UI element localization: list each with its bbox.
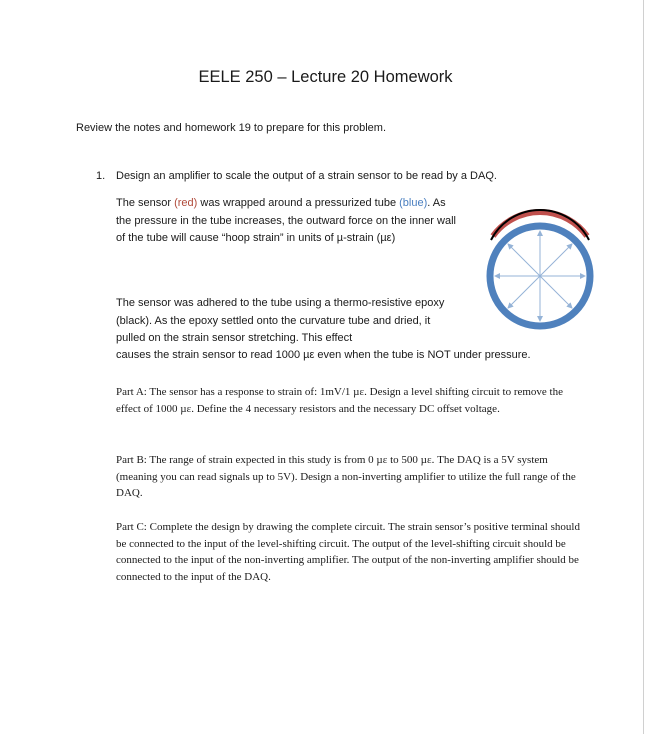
question-text: Design an amplifier to scale the output of a strain sensor to be read by a DAQ. — [116, 170, 497, 182]
part-a-text: Part A: The sensor has a response to strain of: 1mV/1 µε. Design a level shifting circuit to remove the effect of 1000 µε. Define the 4 necessary resistors and the necessary DC offset voltage. — [116, 386, 563, 415]
part-c-text: Part C: Complete the design by drawing the complete circuit. The strain sensor’s positive terminal should be connected to the input of the level-shifting circuit. The output of the level-shifting circuit should be connected to the input of the non-inverting amplifier. The output of the non-inverting amplifier should be connected to the input of the DAQ. — [116, 521, 580, 583]
part-b-text: Part B: The range of strain expected in this study is from 0 µε to 500 µε. The DAQ is a 5V system (meaning you can read signals up to 5V). Design a non-inverting amplifier to utilize the full range of the DAQ. — [116, 454, 576, 499]
question-number: 1. — [96, 170, 106, 182]
page-title: EELE 250 – Lecture 20 Homework — [198, 68, 453, 86]
para1-part-b: was wrapped around a pressurized tube — [197, 197, 397, 209]
pressure-arrows — [495, 231, 585, 321]
epoxy-paragraph: The sensor was adhered to the tube using a thermo-resistive epoxy (black). As the epoxy settled onto the curvature tube and dried, it pulled on the strain sensor stretching. This effect — [116, 297, 445, 344]
pressurized-tube-diagram — [477, 206, 603, 332]
intro-text: Review the notes and homework 19 to prepare for this problem. — [76, 122, 386, 134]
para1-part-a: The sensor — [116, 197, 175, 209]
red-label: (red) — [174, 197, 198, 209]
epoxy-paragraph-tail: causes the strain sensor to read 1000 µε even when the tube is NOT under pressure. — [116, 349, 531, 361]
para1-part-c: . As the pressure in the tube increases, the outward force on the inner wall of the tube will cause “hoop strain” in units of µ-strain (µε) — [116, 197, 456, 244]
blue-label: (blue) — [399, 197, 428, 209]
sensor-description-paragraph — [116, 195, 456, 248]
